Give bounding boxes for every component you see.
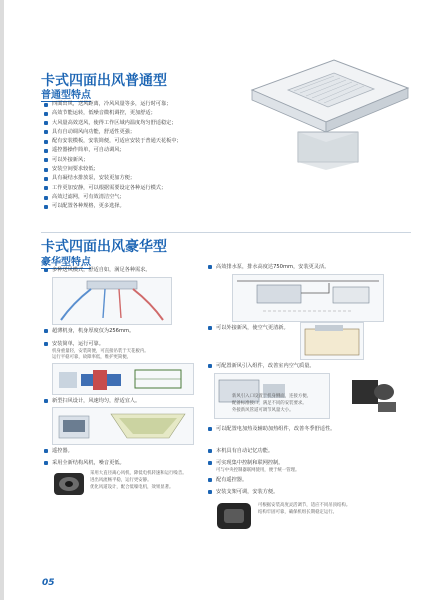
fan-note-2: 进出风流畅平稳，运行更安静。	[90, 478, 152, 483]
cassette-unit-illustration	[242, 38, 414, 186]
section-heading-deluxe: 卡式四面出风豪华型	[41, 239, 167, 255]
feature-item: 安装空间要求较低；	[44, 165, 182, 174]
section-subheading-standard: 普通型特点	[41, 90, 91, 101]
deluxe-feature-network: 可实现集中控制和联网控制。	[208, 460, 283, 467]
feature-item: 遥控器操作简单，可自动调风；	[44, 146, 182, 155]
drain-pump-illustration	[232, 274, 384, 322]
deluxe-feature-airflow: 多种送风模式，舒适自如，满足各种需求。	[44, 267, 151, 274]
feature-item: 可以配置各种规格，更多选择。	[44, 202, 182, 211]
deluxe-feature-heater: 可以配置电加热及辅助加热组件，改善冬季舒适性。	[208, 426, 335, 433]
feature-item: 高效过滤网，可有效清洁空气；	[44, 193, 182, 202]
fresh-air-note-3: 外接新风管道可调节风量大小。	[232, 408, 294, 413]
install-note-1: 机身重量轻，安装简便，可直接吊装于天花板内。	[52, 349, 149, 354]
bracket-note-2: 结构牢固可靠，确保机组长期稳定运行。	[258, 510, 338, 515]
section-subheading-deluxe: 豪华型特点	[41, 257, 91, 268]
deluxe-feature-swing: 新型扫风设计，风速均匀，舒适宜人。	[44, 398, 140, 405]
fan-wheel-illustration	[52, 470, 86, 498]
feature-list-standard	[44, 100, 182, 212]
network-note-1: 可与中央控制器联网使用，便于统一管理。	[216, 468, 300, 473]
fresh-air-duct-illustration	[344, 370, 400, 420]
deluxe-feature-fresh-air-kit: 可配置新风引入组件，改善室内空气质量。	[208, 363, 315, 370]
bracket-note-1: 可根据安装高度灵活调节，适应不同吊顶结构。	[258, 503, 351, 508]
fan-note-1: 采用大直径离心风机，降低电机转速和运行噪音。	[90, 471, 187, 476]
fresh-air-room-illustration	[300, 322, 364, 360]
feature-item: 大风量高效送风，使得工作区域内温度均匀舒适稳定；	[44, 119, 182, 128]
deluxe-feature-fan: 采用全新结构风机，噪音更低。	[44, 460, 125, 467]
feature-item: 四面出风，送风距离，冷风风量等多，运行时可靠；	[44, 100, 182, 109]
feature-item: 工作更加安静，可以根据需要设定各种运行模式；	[44, 184, 182, 193]
install-illustration	[52, 363, 194, 395]
deluxe-feature-bracket: 安装支架可调，安装方便。	[208, 489, 278, 496]
page-number: 05	[42, 578, 55, 588]
fresh-air-note-2: 配备标准接口，满足不同的安装要求。	[232, 401, 307, 406]
deluxe-feature-remote: 遥控器。	[44, 448, 73, 455]
deluxe-feature-memory: 本机具有自动记忆功能。	[208, 448, 273, 455]
swing-airflow-illustration	[52, 407, 194, 445]
airflow-modes-illustration	[52, 277, 172, 325]
feature-item: 配有安装模板，安装简便，可适应安装于普通天花板中；	[44, 137, 182, 146]
deluxe-feature-thin-body: 超薄机身，机身厚度仅为256mm。	[44, 328, 134, 335]
fresh-air-note-1: 新风引入口设置于机身侧面，连接方便。	[232, 394, 312, 399]
feature-item: 具有自动调风向功能，舒适性更强；	[44, 128, 182, 137]
deluxe-feature-remote-right: 配有遥控器。	[208, 477, 247, 484]
feature-item: 可以外接新风；	[44, 156, 182, 165]
fan-note-3: 优化风道设计，配合低噪电机，效果显著。	[90, 485, 174, 490]
page-edge-shadow	[0, 0, 4, 600]
install-note-2: 运行平稳可靠，故障率低，维护更简便。	[52, 355, 132, 360]
bracket-illustration	[214, 499, 254, 533]
feature-item: 高效节能运转，低噪音微机调控，更加舒适；	[44, 109, 182, 118]
deluxe-feature-fresh-air: 可以外接新风，使空气更清新。	[208, 325, 289, 332]
section-divider	[41, 232, 411, 233]
deluxe-feature-install: 安装简单，运行可靠。	[44, 341, 104, 348]
deluxe-feature-drain-pump: 高效排水泵，排水高度达750mm，安装更灵活。	[208, 264, 329, 271]
section-heading-standard: 卡式四面出风普通型	[41, 73, 167, 89]
feature-item: 具有凝结水排放泵，安装更加方便；	[44, 174, 182, 183]
